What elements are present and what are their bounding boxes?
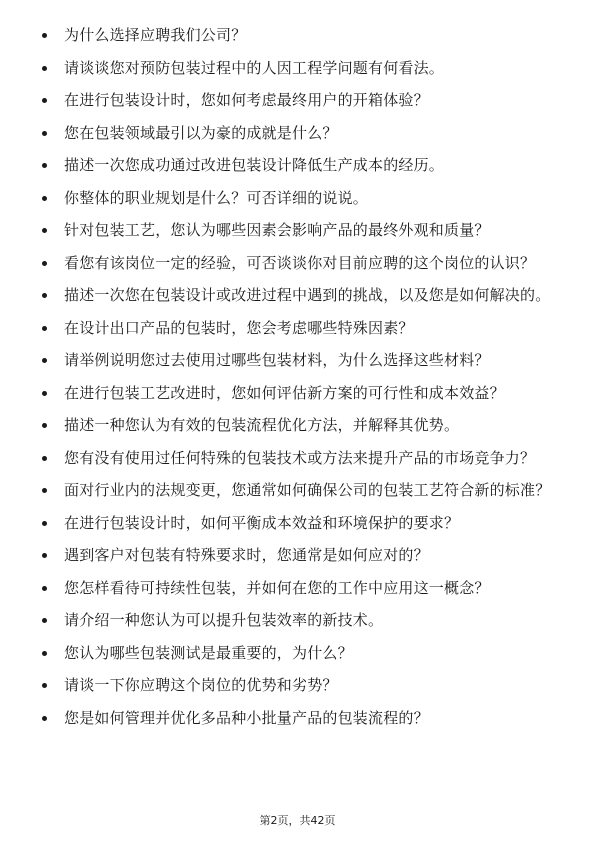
bullet-icon [42,618,47,623]
bullet-icon [42,33,47,38]
bullet-icon [42,196,47,201]
bullet-icon [42,98,47,103]
question-text: 看您有该岗位一定的经验，可否谈谈你对目前应聘的这个岗位的认识？ [64,253,536,272]
question-text: 您在包装领域最引以为豪的成就是什么？ [64,123,338,142]
bullet-icon [42,293,47,298]
question-item [0,382,595,405]
question-text: 你整体的职业规划是什么？可否详细的说说。 [64,188,369,207]
bullet-icon [42,358,47,363]
question-text: 为什么选择应聘我们公司？ [64,26,247,44]
bullet-icon [42,586,47,591]
question-item [0,89,595,112]
question-list [0,24,595,739]
question-text: 在设计出口产品的包装时，您会考虑哪些特殊因素？ [64,318,414,337]
page-number-footer: 第2页，共42页 [259,814,336,827]
question-item [0,219,595,242]
question-text: 您怎样看待可持续性包装，并如何在您的工作中应用这一概念？ [64,578,490,597]
bullet-icon [42,163,47,168]
question-text: 面对行业内的法规变更，您通常如何确保公司的包装工艺符合新的标准？ [64,481,551,499]
question-text: 请谈谈您对预防包装过程中的人因工程学问题有何看法。 [64,58,445,77]
question-text: 您是如何管理并优化多品种小批量产品的包装流程的？ [64,708,429,727]
question-item [0,24,595,47]
bullet-icon [42,488,47,493]
question-item [0,187,595,210]
bullet-icon [42,456,47,461]
bullet-icon [42,651,47,656]
question-text: 您有没有使用过任何特殊的包装技术或方法来提升产品的市场竞争力？ [64,448,536,467]
question-item [0,414,595,437]
question-text: 您认为哪些包装测试是最重要的，为什么？ [64,643,353,662]
bullet-icon [42,228,47,233]
question-text: 描述一次您在包装设计或改进过程中遇到的挑战，以及您是如何解决的。 [64,286,551,304]
bullet-icon [42,521,47,526]
question-text: 在进行包装工艺改进时，您如何评估新方案的可行性和成本效益？ [64,383,505,402]
question-text: 针对包装工艺，您认为哪些因素会影响产品的最终外观和质量？ [64,221,490,239]
question-item [0,642,595,665]
question-item [0,122,595,145]
bullet-icon [42,553,47,558]
question-text: 请举例说明您过去使用过哪些包装材料，为什么选择这些材料？ [64,351,490,369]
question-item [0,512,595,535]
question-item [0,544,595,567]
question-item [0,252,595,275]
question-text: 在进行包装设计时，您如何考虑最终用户的开箱体验？ [64,91,429,109]
question-text: 请谈一下你应聘这个岗位的优势和劣势？ [64,676,338,694]
question-item [0,609,595,632]
question-item [0,349,595,372]
bullet-icon [42,131,47,136]
bullet-icon [42,716,47,721]
question-text: 请介绍一种您认为可以提升包装效率的新技术。 [64,611,384,629]
bullet-icon [42,66,47,71]
bullet-icon [42,683,47,688]
question-item [0,674,595,697]
question-text: 在进行包装设计时，如何平衡成本效益和环境保护的要求？ [64,513,460,532]
question-item [0,577,595,600]
question-item [0,479,595,502]
bullet-icon [42,326,47,331]
question-text: 描述一次您成功通过改进包装设计降低生产成本的经历。 [64,156,445,174]
question-item [0,447,595,470]
question-item [0,707,595,730]
bullet-icon [42,261,47,266]
question-item [0,154,595,177]
bullet-icon [42,391,47,396]
question-text: 遇到客户对包装有特殊要求时，您通常是如何应对的？ [64,546,429,564]
bullet-icon [42,423,47,428]
question-item [0,57,595,80]
question-item [0,284,595,307]
question-text: 描述一种您认为有效的包装流程优化方法，并解释其优势。 [64,416,460,434]
question-item [0,317,595,340]
